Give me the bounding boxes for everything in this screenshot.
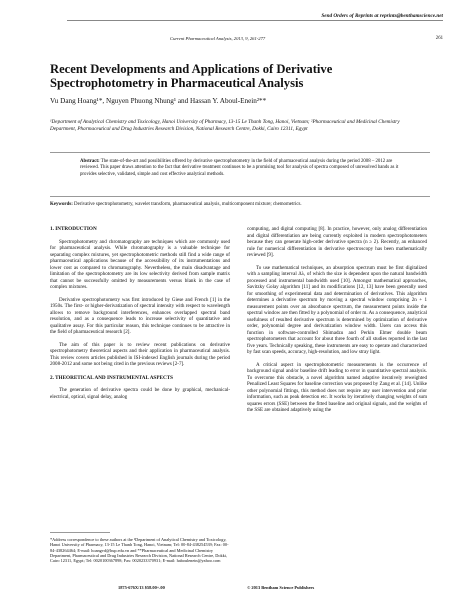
page-number: 261 (435, 36, 443, 41)
footnote-rule (50, 532, 110, 533)
theory-heading: 2. THEORETICAL AND INSTRUMENTAL ASPECTS (50, 374, 174, 381)
author-list: Vu Dang Hoang¹*, Nguyen Phuong Nhung¹ and Hassan Y. Aboul-Enein²** (50, 97, 267, 105)
intro-paragraph-1: Spectrophotometry and chromatography are techniques which are commonly used for pharmaceutical analysis. While chromatography is a valuable technique for separating complex mixtures, yet spectrophotometric methods still find a wide range of pharmaceutical applications because of the accessibility of its instrumentations and lower cost as compared to chromatography. Nevertheless, the main disadvantage and limitation of the spectrophotometry are its low selectivity derived from sample matrix that cannot be successfully omitted by measurements versus blank in the case of complex mixtures. (50, 238, 230, 290)
theory-paragraph-1: The generation of derivative spectra could be done by graphical, mechanical-electrical, optical, signal delay, analog (50, 387, 230, 400)
issn-price: 1875-676X/13 $58.00+.00 (118, 585, 165, 590)
copyright: © 2013 Bentham Science Publishers (247, 585, 315, 590)
abstract-text: The state-of-the-art and possibilities offered by derivative spectrophotometry in the field of pharmaceutical analysis during the period 2008 – 2012 are reviewed. This paper draws attention to the fact that derivative treatment continues to be a promising tool for analysis of spectra composed of unresolved bands as it provides selective, validated, simple and cost effective analytical methods. (80, 159, 399, 177)
reprint-orders-notice: Send Orders of Reprints at reprints@benthamscience.net (321, 13, 443, 19)
col2-paragraph-2: To use mathematical techniques, an absorption spectrum must be first digitalized with a sampling interval Δλ, of which the size is dependent upon the natural bandwidth processed and instrumental bandwidth used [10]. Amongst mathematical approaches, Savitzky Golay algorithm [11] and its modifications [12, 13] have been generally used for smoothing of experimental data and determination of derivatives. This algorithm determines a derivative spectrum by moving a spectral window comprising 2n + 1 measurement points over an absorbance spectrum, the measurement points inside the spectral window are then fitted by a polynomial of order m. As a consequence, analytical usefulness of resulted derivative spectrum is determined by optimization of derivative order, polynomial degree and derivatization window width. Users can access this function in software-controlled Shimadzu and Perkin Elmer double beam spectrophotometers that account for about three fourth of all studies reported in the last five years. Technically speaking, these instruments are easy to operate and characterized by fast scan speeds, accuracy, high-resolution, and low stray light. (247, 264, 427, 355)
paper-title: Recent Developments and Applications of Derivative Spectrophotometry in Pharmaceutical Analysis (50, 62, 333, 91)
abstract-bottom-rule (50, 196, 430, 197)
left-column (50, 226, 230, 400)
intro-paragraph-3: The aim of this paper is to review recent publications on derivative spectrophotometry theoretical aspects and their application in pharmaceutical analysis. This review covers articles published in ISI-indexed English journals during the period 2008-2012 and some not being cited in the previous reviews [2-7]. (50, 341, 230, 367)
abstract-top-rule (50, 152, 430, 153)
affiliations: ¹Department of Analytical Chemistry and Toxicology, Hanoi University of Pharmacy, 13-15 Le Thanh Tong, Hanoi, Vietnam; ²Pharmaceutical and Medicinal Chemistry Department, Pharmaceutical and Drug Industries Research Division, National Research Centre, Dokki, Cairo 12311, Egypt (50, 119, 400, 132)
keywords (50, 202, 430, 207)
header-rule (67, 20, 443, 21)
journal-citation: Current Pharmaceutical Analysis, 2013, 9, 261-277 (170, 36, 266, 41)
correspondence-footnote: *Address correspondence to these authors at the ¹Department of Analytical Chemistry and Toxicology, Hanoi University of Pharmacy, 13-15 Le Thanh Tong, Hanoi, Vietnam; Tel: 00-84-438254539; Fax: 00-84-438264464; E-mail: hoangvd@hup.edu.vn and **Pharmaceutical and Medicinal Chemistry Department, Pharmaceutical and Drug Industries Research Division, National Research Centre, Dokki, Cairo 12311, Egypt; Tel: 0020100367898; Fax: 0020233370931; E-mail: haboulenein@yahoo.com (50, 537, 229, 564)
intro-paragraph-2: Derivative spectrophotometry was first introduced by Giese and French [1] in the 1950s. The first- or higher-derivatization of spectral intensity with respect to wavelength allows to remove background interferences, enhances overlapped spectral band resolution, and as a consequence leads to increase selectivity of quantitative and qualitative assay. For this particular reason, this technique continues to be attractive in the field of pharmaceutical research [2]. (50, 296, 230, 335)
abstract (80, 159, 410, 178)
keywords-label: Keywords: (50, 202, 73, 207)
col2-paragraph-1: computing, and digital computing [8]. In practice, however, only analog differentiation and digital differentiation are being currently exploited in modern spectrophotometers because they can generate high-order derivative spectra (n ≥ 2). Recently, an enhanced rule for numerical differentiation in derivative spectroscopy has been mathematically reviewed [9]. (247, 226, 427, 258)
keywords-text: Derivative spectrophotometry, wavelet transform, pharmaceutical analysis, multicomponent mixture; chemometrics. (72, 202, 302, 207)
introduction-heading: 1. INTRODUCTION (50, 226, 97, 232)
abstract-label: Abstract: (80, 159, 100, 164)
col2-paragraph-3: A critical aspect in spectrophotometric measurements is the occurrence of background signal and/or baseline drift leading to error in quantitative spectral analysis. To overcome this obstacle, a novel algorithm named adaptive iteratively reweighted Penalized Least Squares for baseline correction was proposed by Zang et al. [14]. Unlike other polynomial fittings, this method does not require any user intervention and prior information, such as peak detection etc. It works by iteratively changing weights of sum squares errors (SSE) between the fitted baseline and original signals, and the weights of the SSE are obtained adaptively using the (247, 361, 427, 413)
right-column (247, 226, 427, 414)
